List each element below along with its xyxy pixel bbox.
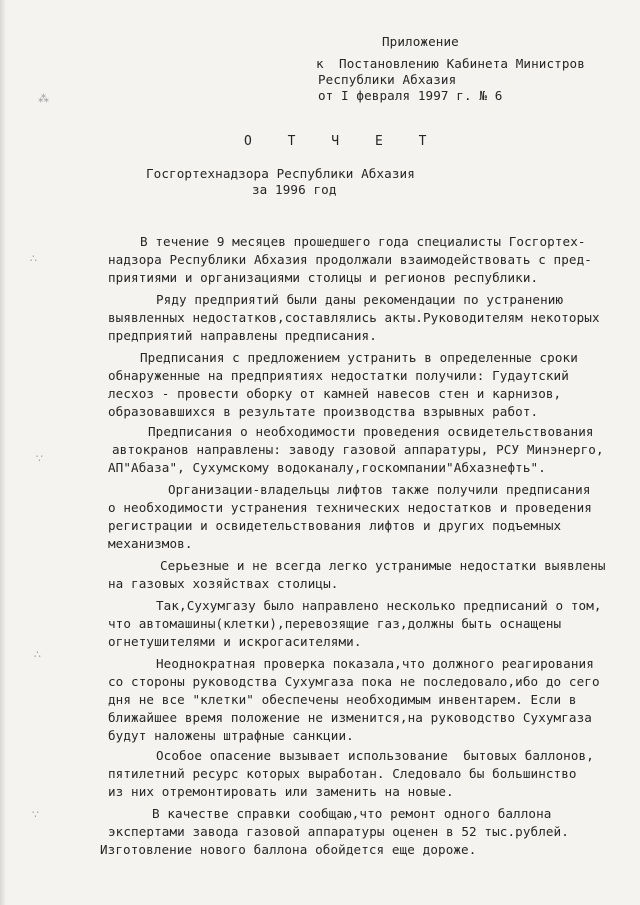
body-line: В течение 9 месяцев прошедшего года специалисты Госгортех- bbox=[140, 234, 586, 249]
margin-mark: ⁂ bbox=[38, 92, 49, 105]
body-line: Предписания о необходимости проведения освидетельствования bbox=[148, 424, 594, 439]
body-line: Так,Сухумгазу было направлено несколько предписаний о том, bbox=[156, 598, 602, 613]
body-line: экспертами завода газовой аппаратуры оценен в 52 тыс.рублей. bbox=[108, 824, 569, 839]
body-line: лесхоз - провести оборку от камней навесов стен и карнизов, bbox=[108, 386, 562, 401]
document-subtitle: Госгортехнадзора Республики Абхазия bbox=[146, 166, 415, 181]
body-line: из них отремонтировать или заменить на новые. bbox=[108, 784, 454, 799]
resolution-date: от I февраля 1997 г. № 6 bbox=[318, 88, 503, 103]
body-line: Серьезные и не всегда легко устранимые недостатки выявлены bbox=[160, 558, 606, 573]
document-title: О Т Ч Е Т bbox=[244, 134, 441, 149]
resolution-reference: к Постановлению Кабинета Министров bbox=[316, 56, 585, 71]
body-line: Ряду предприятий были даны рекомендации по устранению bbox=[156, 292, 564, 307]
body-line: Неоднократная проверка показала,что должного реагирования bbox=[156, 656, 594, 671]
body-line: пятилетний ресурс которых выработан. Следовало бы большинство bbox=[108, 766, 577, 781]
body-line: ближайшее время положение не изменится,на руководство Сухумгаза bbox=[108, 710, 592, 725]
body-line: о необходимости устранения технических недостатков и проведения bbox=[108, 500, 592, 515]
body-line: механизмов. bbox=[108, 536, 193, 551]
appendix-label: Приложение bbox=[382, 34, 459, 49]
body-line: АП"Абаза", Сухумскому водоканалу,госкомпании"Абхазнефть". bbox=[108, 460, 546, 475]
body-line: образовавшихся в результате производства взрывных работ. bbox=[108, 404, 539, 419]
body-line: автокранов направлены: заводу газовой аппаратуры, РСУ Минэнерго, bbox=[112, 442, 604, 457]
margin-mark: ∵ bbox=[32, 808, 39, 821]
body-line: регистрации и освидетельствования лифтов и других подъемных bbox=[108, 518, 562, 533]
margin-mark: ∴ bbox=[34, 648, 41, 661]
body-line: Особое опасение вызывает использование бытовых баллонов, bbox=[156, 748, 594, 763]
body-line: приятиями и организациями столицы и регионов республики. bbox=[108, 270, 539, 285]
body-line: В качестве справки сообщаю,что ремонт одного баллона bbox=[152, 806, 552, 821]
document-year: за 1996 год bbox=[252, 182, 337, 197]
body-line: огнетушителями и искрогасителями. bbox=[108, 634, 362, 649]
body-line: Организации-владельцы лифтов также получили предписания bbox=[168, 482, 591, 497]
margin-mark: ∴ bbox=[30, 252, 37, 265]
body-line: что автомашины(клетки),перевозящие газ,должны быть оснащены bbox=[108, 616, 562, 631]
body-line: со стороны руководства Сухумгаза пока не последовало,ибо до сего bbox=[108, 674, 600, 689]
body-line: будут наложены штрафные санкции. bbox=[108, 728, 354, 743]
body-line: дня не все "клетки" обеспечены необходимым инвентарем. Если в bbox=[108, 692, 577, 707]
body-line: выявленных недостатков,составлялись акты.Руководителям некоторых bbox=[108, 310, 600, 325]
body-line: на газовых хозяйствах столицы. bbox=[108, 576, 339, 591]
body-line: обнаруженные на предприятиях недостатки получили: Гудаутский bbox=[108, 368, 569, 383]
body-line: надзора Республики Абхазия продолжали взаимодействовать с пред- bbox=[108, 252, 592, 267]
body-line: предприятий направлены предписания. bbox=[108, 328, 377, 343]
body-line: Предписания с предложением устранить в определенные сроки bbox=[140, 350, 578, 365]
page-edge-shadow bbox=[0, 0, 6, 905]
republic-name: Республики Абхазия bbox=[318, 72, 457, 87]
body-line: Изготовление нового баллона обойдется еще дороже. bbox=[100, 842, 477, 857]
margin-mark: ∵ bbox=[36, 452, 43, 465]
